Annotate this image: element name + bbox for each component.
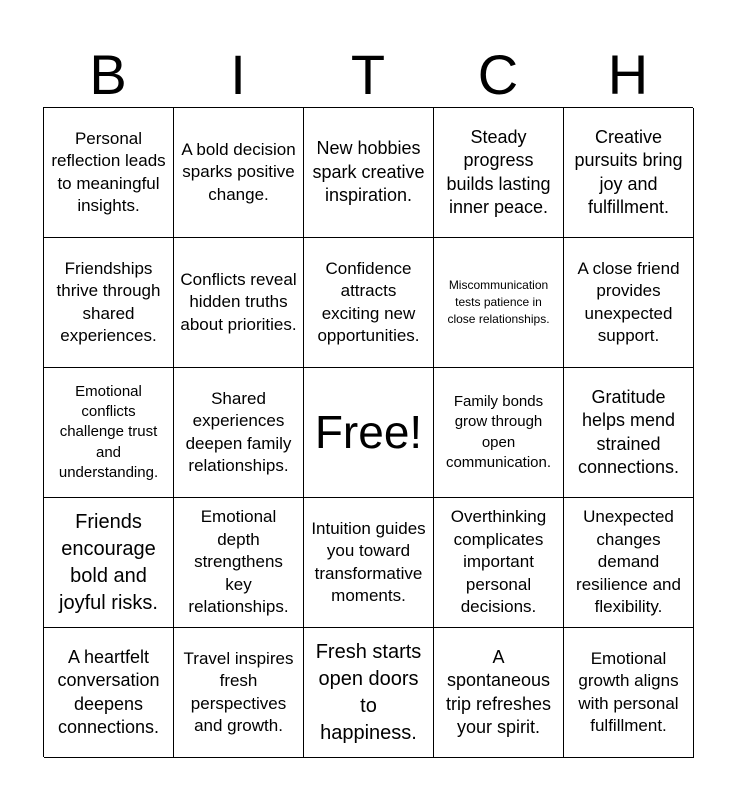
cell-text: A close friend provides unexpected support. (577, 258, 680, 345)
cell-text: Intuition guides you toward transformative moments. (311, 518, 426, 605)
header-letter-b: B (89, 43, 127, 106)
bingo-cell[interactable] (174, 368, 304, 498)
cell-text: Travel inspires fresh perspectives and growth. (183, 648, 294, 735)
bingo-cell[interactable] (564, 368, 694, 498)
bingo-cell[interactable] (174, 108, 304, 238)
cell-text: Emotional conflicts challenge trust and understanding. (58, 382, 159, 481)
bingo-cell[interactable] (564, 628, 694, 758)
cell-text: Emotional growth aligns with personal fulfillment. (578, 648, 679, 735)
cell-text: New hobbies spark creative inspiration. (312, 138, 425, 206)
header-letter-h: H (607, 43, 649, 106)
cell-text: Conflicts reveal hidden truths about priorities. (180, 269, 297, 334)
header-letter-i: I (230, 43, 246, 106)
cell-text: A spontaneous trip refreshes your spirit. (445, 646, 552, 737)
free-space-label: Free! (314, 406, 423, 459)
bingo-cell[interactable] (174, 238, 304, 368)
bingo-header (43, 44, 693, 106)
bingo-cell[interactable] (564, 498, 694, 628)
cell-text: Shared experiences deepen family relationships. (185, 388, 292, 475)
bingo-cell[interactable] (44, 108, 174, 238)
bingo-cell[interactable] (434, 238, 564, 368)
bingo-cell[interactable] (434, 368, 564, 498)
bingo-cell[interactable] (174, 628, 304, 758)
cell-text: Gratitude helps mend strained connections. (577, 386, 680, 477)
bingo-cell[interactable] (174, 498, 304, 628)
bingo-cell[interactable] (304, 108, 434, 238)
cell-text: Family bonds grow through open communication. (445, 393, 552, 471)
cell-text: A heartfelt conversation deepens connections. (57, 646, 160, 737)
cell-text: Fresh starts open doors to happiness. (315, 640, 422, 744)
cell-text: Friendships thrive through shared experiences. (56, 258, 161, 345)
bingo-cell[interactable] (44, 628, 174, 758)
bingo-cell[interactable] (44, 368, 174, 498)
cell-text: Friends encourage bold and joyful risks. (59, 510, 158, 614)
bingo-cell[interactable] (434, 498, 564, 628)
cell-text: Miscommunication tests patience in close relationships. (447, 278, 550, 326)
bingo-grid (43, 107, 693, 757)
bingo-cell[interactable] (434, 108, 564, 238)
bingo-cell[interactable] (564, 238, 694, 368)
bingo-cell[interactable] (434, 628, 564, 758)
bingo-cell[interactable] (304, 238, 434, 368)
header-letter-t: T (350, 43, 386, 106)
bingo-cell[interactable] (304, 498, 434, 628)
cell-text: Overthinking complicates important personal decisions. (450, 507, 547, 617)
cell-text: Emotional depth strengthens key relationships. (188, 507, 289, 617)
cell-text: A bold decision sparks positive change. (181, 139, 296, 204)
bingo-cell[interactable] (304, 628, 434, 758)
bingo-cell[interactable] (564, 108, 694, 238)
cell-text: Steady progress builds lasting inner peace. (446, 126, 551, 217)
cell-text: Personal reflection leads to meaningful insights. (51, 128, 166, 215)
bingo-cell[interactable] (44, 498, 174, 628)
cell-text: Creative pursuits bring joy and fulfillment. (574, 126, 683, 217)
cell-text: Confidence attracts exciting new opportunities. (317, 258, 420, 345)
free-space-cell[interactable] (304, 368, 434, 498)
cell-text: Unexpected changes demand resilience and flexibility. (576, 507, 681, 617)
bingo-cell[interactable] (44, 238, 174, 368)
header-letter-c: C (477, 43, 519, 106)
